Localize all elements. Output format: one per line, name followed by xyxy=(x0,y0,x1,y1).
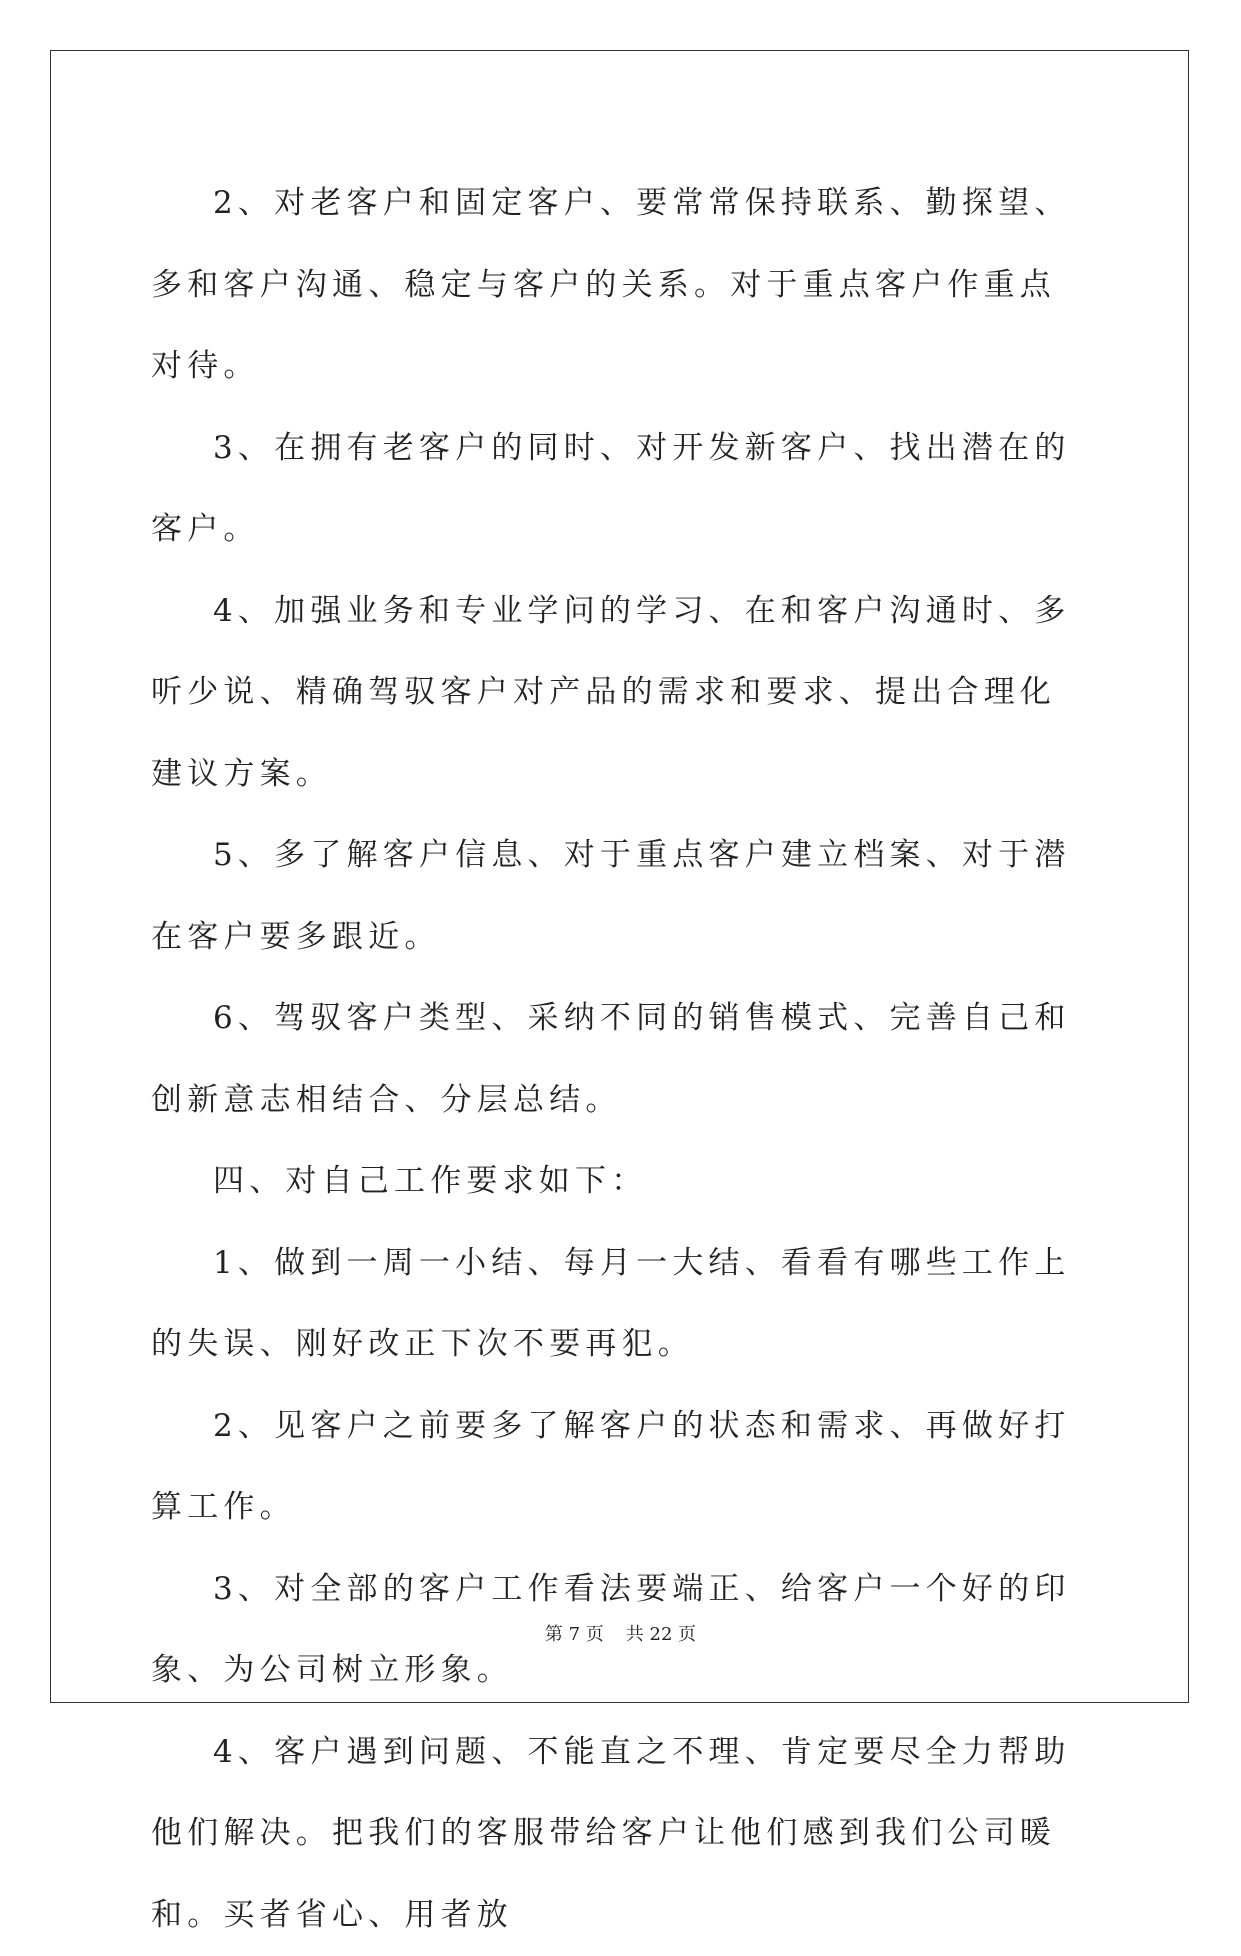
paragraph: 3、在拥有老客户的同时、对开发新客户、找出潜在的客户。 xyxy=(151,408,1091,571)
document-body xyxy=(151,163,1091,1956)
total-pages: 共 22 页 xyxy=(626,1620,696,1646)
page-footer xyxy=(0,1620,1241,1646)
paragraph: 1、做到一周一小结、每月一大结、看看有哪些工作上的失误、刚好改正下次不要再犯。 xyxy=(151,1223,1091,1386)
paragraph: 5、多了解客户信息、对于重点客户建立档案、对于潜在客户要多跟近。 xyxy=(151,815,1091,978)
paragraph: 4、加强业务和专业学问的学习、在和客户沟通时、多听少说、精确驾驭客户对产品的需求和要求、提出合理化建议方案。 xyxy=(151,571,1091,816)
section-heading: 四、对自己工作要求如下： xyxy=(151,1141,1091,1223)
paragraph: 4、客户遇到问题、不能直之不理、肯定要尽全力帮助他们解决。把我们的客服带给客户让他们感到我们公司暖和。买者省心、用者放 xyxy=(151,1712,1091,1956)
paragraph: 2、对老客户和固定客户、要常常保持联系、勤探望、多和客户沟通、稳定与客户的关系。对于重点客户作重点对待。 xyxy=(151,163,1091,408)
page-number: 第 7 页 xyxy=(545,1620,604,1646)
paragraph: 3、对全部的客户工作看法要端正、给客户一个好的印象、为公司树立形象。 xyxy=(151,1549,1091,1712)
paragraph: 6、驾驭客户类型、采纳不同的销售模式、完善自己和创新意志相结合、分层总结。 xyxy=(151,978,1091,1141)
paragraph: 2、见客户之前要多了解客户的状态和需求、再做好打算工作。 xyxy=(151,1386,1091,1549)
